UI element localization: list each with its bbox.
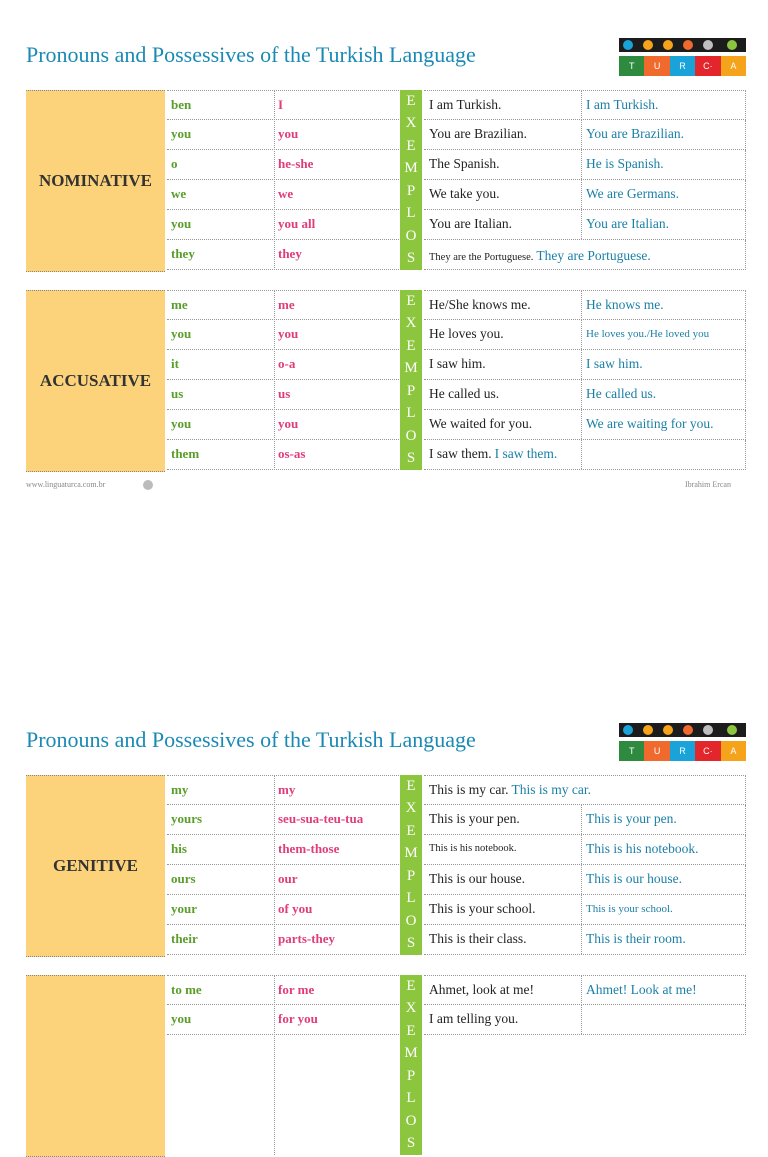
example-translation: He is Spanish. xyxy=(586,156,664,171)
examples-bar xyxy=(400,775,422,955)
examples-bar xyxy=(400,290,422,470)
example-sentence-text: This is my car. xyxy=(429,782,509,797)
logo-dot xyxy=(623,725,633,735)
logo-dot xyxy=(663,725,673,735)
example-sentence: This is your pen. xyxy=(429,811,520,826)
examples-letter: O xyxy=(405,1112,417,1129)
turkish-pronoun: ben xyxy=(171,97,192,112)
example-translation: You are Italian. xyxy=(586,216,669,231)
translation: my xyxy=(278,782,296,797)
table-row xyxy=(167,775,399,805)
example-row xyxy=(424,835,746,865)
examples-letter: L xyxy=(406,205,416,222)
pronoun-table xyxy=(167,290,399,470)
examples-letter: X xyxy=(405,800,417,817)
case-label: ACCUSATIVE xyxy=(26,290,165,472)
example-sentence-text: They are the Portuguese. xyxy=(429,252,534,263)
translation: of you xyxy=(278,901,313,916)
example-row xyxy=(424,180,746,210)
logo-tile: U xyxy=(644,741,669,761)
example-sentence: We take you. xyxy=(429,186,500,201)
logo-dot xyxy=(703,725,713,735)
turkish-pronoun: ours xyxy=(171,871,196,886)
logo-tile: T xyxy=(619,741,644,761)
example-row xyxy=(424,240,746,270)
example-translation: I saw them. xyxy=(494,446,558,461)
table-row xyxy=(167,895,399,925)
example-sentence: This is their class. xyxy=(429,931,527,946)
translation: you xyxy=(278,126,299,141)
turkish-pronoun: to me xyxy=(171,982,202,997)
turkish-pronoun: o xyxy=(171,156,178,171)
example-row xyxy=(424,320,746,350)
examples-letter: E xyxy=(406,777,416,794)
translation: you all xyxy=(278,216,316,231)
pronoun-table xyxy=(167,90,399,270)
example-translation: Ahmet! Look at me! xyxy=(586,982,697,997)
turkish-pronoun: you xyxy=(171,1011,192,1026)
logo-dot xyxy=(727,725,737,735)
logo-dot xyxy=(643,725,653,735)
table-row xyxy=(167,150,399,180)
footer-dot xyxy=(143,480,153,490)
turkish-pronoun: we xyxy=(171,186,187,201)
logo-dot xyxy=(727,40,737,50)
examples-letter: S xyxy=(406,450,416,467)
logo-tile: R xyxy=(670,56,695,76)
example-sentence: He/She knows me. xyxy=(429,297,531,312)
logo-dot xyxy=(643,40,653,50)
example-sentence: He loves you. xyxy=(429,326,504,341)
table-row xyxy=(167,440,399,470)
table-row xyxy=(167,90,399,120)
logo-dots xyxy=(619,38,746,52)
logo-dots xyxy=(619,723,746,737)
example-sentence xyxy=(429,446,557,462)
examples-letter: E xyxy=(406,977,416,994)
table-row xyxy=(167,925,399,955)
examples-letter: O xyxy=(405,912,417,929)
turca-logo xyxy=(619,38,746,76)
example-translation: I am Turkish. xyxy=(586,97,659,112)
table-row xyxy=(167,1005,399,1035)
nominative-section xyxy=(26,90,746,270)
translation: seu-sua-teu-tua xyxy=(278,811,364,826)
logo-tile: A xyxy=(721,741,746,761)
case-label xyxy=(26,975,165,1157)
example-sentence: This is his notebook. xyxy=(429,843,517,854)
column-divider xyxy=(274,90,275,270)
examples-letter: M xyxy=(404,845,418,862)
translation: os-as xyxy=(278,446,306,461)
turkish-pronoun: you xyxy=(171,216,192,231)
translation: our xyxy=(278,871,298,886)
example-row xyxy=(424,805,746,835)
example-row xyxy=(424,350,746,380)
table-row xyxy=(167,320,399,350)
turkish-pronoun: yours xyxy=(171,811,203,826)
translation: for you xyxy=(278,1011,318,1026)
example-row xyxy=(424,150,746,180)
examples-letter: M xyxy=(404,1045,418,1062)
turkish-pronoun: us xyxy=(171,386,184,401)
example-sentence: We waited for you. xyxy=(429,416,533,431)
examples-letter: S xyxy=(406,1135,416,1152)
examples-letter: O xyxy=(405,227,417,244)
pronoun-table xyxy=(167,775,399,955)
column-divider xyxy=(274,290,275,470)
turkish-pronoun: you xyxy=(171,416,192,431)
examples-table xyxy=(424,975,746,1155)
examples-letter: X xyxy=(405,315,417,332)
examples-letter: M xyxy=(404,360,418,377)
example-translation: This is your school. xyxy=(586,903,673,915)
example-row xyxy=(424,925,746,955)
logo-tile: U xyxy=(644,56,669,76)
table-row xyxy=(167,290,399,320)
example-translation: He called us. xyxy=(586,386,657,401)
example-row xyxy=(424,1005,746,1035)
case-label: GENITIVE xyxy=(26,775,165,957)
pronoun-table xyxy=(167,975,399,1155)
example-sentence: I am Turkish. xyxy=(429,97,502,112)
logo-tiles xyxy=(619,56,746,76)
footer-website: www.linguaturca.com.br xyxy=(26,480,106,489)
logo-dot xyxy=(623,40,633,50)
example-translation: This is his notebook. xyxy=(586,841,699,856)
table-row xyxy=(167,865,399,895)
examples-letter: P xyxy=(406,867,416,884)
example-sentence: Ahmet, look at me! xyxy=(429,982,534,997)
genitive-section xyxy=(26,775,746,955)
example-translation: He knows me. xyxy=(586,297,664,312)
logo-dot xyxy=(663,40,673,50)
example-row xyxy=(424,120,746,150)
translation: o-a xyxy=(278,356,296,371)
table-row xyxy=(167,975,399,1005)
logo-tiles xyxy=(619,741,746,761)
table-row xyxy=(167,380,399,410)
example-sentence: You are Brazilian. xyxy=(429,126,527,141)
example-row xyxy=(424,380,746,410)
turkish-pronoun: your xyxy=(171,901,197,916)
example-sentence: He called us. xyxy=(429,386,500,401)
case-label: NOMINATIVE xyxy=(26,90,165,272)
example-row xyxy=(424,865,746,895)
translation: us xyxy=(278,386,291,401)
example-sentence: This is your school. xyxy=(429,901,536,916)
table-row xyxy=(167,410,399,440)
translation: for me xyxy=(278,982,315,997)
logo-tile: A xyxy=(721,56,746,76)
logo-dot xyxy=(683,725,693,735)
examples-table xyxy=(424,775,746,955)
turkish-pronoun: they xyxy=(171,246,195,261)
example-row xyxy=(424,975,746,1005)
turkish-pronoun: their xyxy=(171,931,198,946)
examples-bar xyxy=(400,90,422,270)
page-title: Pronouns and Possessives of the Turkish Language xyxy=(26,727,476,752)
translation: them-those xyxy=(278,841,340,856)
turkish-pronoun: his xyxy=(171,841,187,856)
table-row xyxy=(167,835,399,865)
examples-table xyxy=(424,290,746,470)
example-translation: This is my car. xyxy=(511,782,591,797)
column-divider xyxy=(274,975,275,1155)
examples-letter: E xyxy=(406,292,416,309)
table-row xyxy=(167,240,399,270)
examples-letter: E xyxy=(406,137,416,154)
examples-letter: P xyxy=(406,382,416,399)
page-title: Pronouns and Possessives of the Turkish Language xyxy=(26,42,476,67)
example-row xyxy=(424,775,746,805)
turkish-pronoun: me xyxy=(171,297,188,312)
logo-tile: T xyxy=(619,56,644,76)
example-sentence: I saw him. xyxy=(429,356,486,371)
example-translation: He loves you./He loved you xyxy=(586,328,710,340)
example-translation: They are Portuguese. xyxy=(536,248,651,263)
example-translation: This is our house. xyxy=(586,871,682,886)
logo-tile: C· xyxy=(695,741,720,761)
example-translation: This is your pen. xyxy=(586,811,677,826)
examples-letter: E xyxy=(406,337,416,354)
examples-letter: L xyxy=(406,405,416,422)
example-sentence: This is our house. xyxy=(429,871,525,886)
examples-letter: L xyxy=(406,890,416,907)
examples-letter: O xyxy=(405,427,417,444)
examples-letter: E xyxy=(406,1022,416,1039)
translation: I xyxy=(278,97,284,112)
example-row xyxy=(424,410,746,440)
examples-letter: E xyxy=(406,92,416,109)
translation: me xyxy=(278,297,295,312)
example-sentence: The Spanish. xyxy=(429,156,500,171)
logo-tile: C· xyxy=(695,56,720,76)
translation: you xyxy=(278,326,299,341)
examples-bar xyxy=(400,975,422,1155)
logo-tile: R xyxy=(670,741,695,761)
example-row xyxy=(424,440,746,470)
dative-section xyxy=(26,975,746,1155)
turkish-pronoun: it xyxy=(171,356,179,371)
example-translation: We are Germans. xyxy=(586,186,679,201)
turkish-pronoun: them xyxy=(171,446,200,461)
turkish-pronoun: you xyxy=(171,126,192,141)
example-row xyxy=(424,90,746,120)
example-sentence-text: I saw them. xyxy=(429,446,492,461)
examples-letter: M xyxy=(404,160,418,177)
turca-logo xyxy=(619,723,746,761)
turkish-pronoun: my xyxy=(171,782,189,797)
translation: he-she xyxy=(278,156,314,171)
table-row xyxy=(167,210,399,240)
example-translation: You are Brazilian. xyxy=(586,126,684,141)
translation: we xyxy=(278,186,294,201)
examples-letter: S xyxy=(406,935,416,952)
example-translation: We are waiting for you. xyxy=(586,416,714,431)
example-row xyxy=(424,290,746,320)
examples-letter: X xyxy=(405,115,417,132)
translation: they xyxy=(278,246,302,261)
column-divider xyxy=(274,775,275,955)
table-row xyxy=(167,180,399,210)
examples-letter: X xyxy=(405,1000,417,1017)
example-row xyxy=(424,210,746,240)
table-row xyxy=(167,120,399,150)
logo-dot xyxy=(683,40,693,50)
examples-letter: E xyxy=(406,822,416,839)
examples-table xyxy=(424,90,746,270)
example-row xyxy=(424,895,746,925)
example-sentence xyxy=(429,782,591,798)
examples-letter: L xyxy=(406,1090,416,1107)
footer-author: Ibrahim Ercan xyxy=(685,480,731,489)
example-translation: This is their room. xyxy=(586,931,686,946)
example-sentence: You are Italian. xyxy=(429,216,512,231)
examples-letter: P xyxy=(406,182,416,199)
example-sentence: I am telling you. xyxy=(429,1011,519,1026)
logo-dot xyxy=(703,40,713,50)
table-row xyxy=(167,350,399,380)
accusative-section xyxy=(26,290,746,470)
turkish-pronoun: you xyxy=(171,326,192,341)
translation: you xyxy=(278,416,299,431)
examples-letter: P xyxy=(406,1067,416,1084)
examples-letter: S xyxy=(406,250,416,267)
table-row xyxy=(167,805,399,835)
translation: parts-they xyxy=(278,931,336,946)
example-sentence xyxy=(429,248,651,264)
example-translation: I saw him. xyxy=(586,356,643,371)
